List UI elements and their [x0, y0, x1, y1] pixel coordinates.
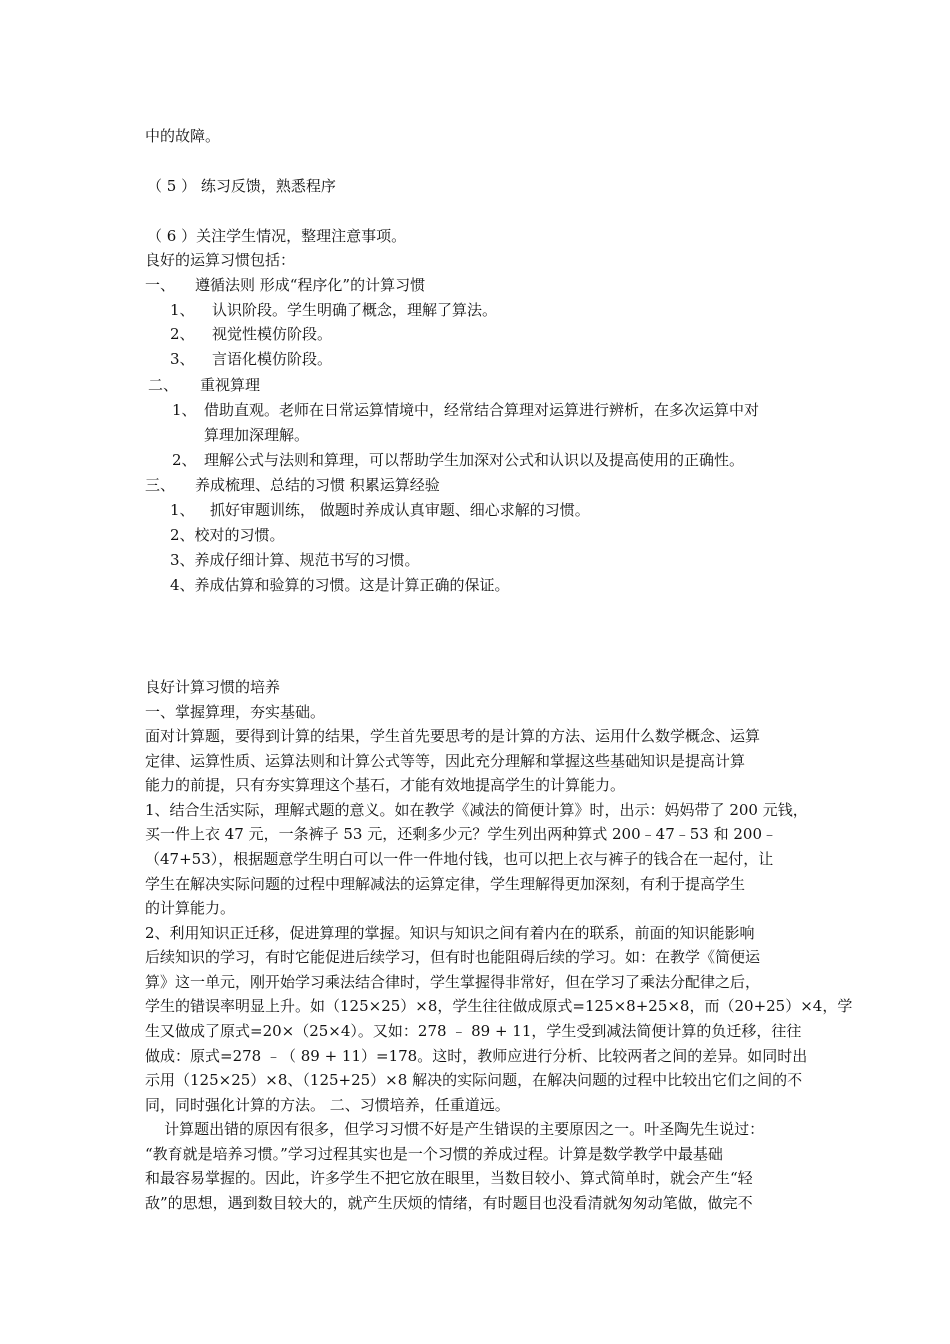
text-line: 面对计算题，要得到计算的结果，学生首先要思考的是计算的方法、运用什么数学概念、运算	[145, 727, 761, 745]
text-line: 敌”的思想，遇到数目较大的，就产生厌烦的情绪，有时题目也没看清就匆匆动笔做，做完不	[145, 1194, 753, 1212]
text-line: 能力的前提，只有夯实算理这个基石，才能有效地提高学生的计算能力。	[145, 776, 626, 794]
text-line: 良好的运算习惯包括：	[145, 251, 296, 269]
list-text: 视觉性模仿阶段。	[212, 325, 333, 343]
list-item	[170, 347, 332, 371]
list-item	[170, 498, 590, 522]
list-item	[172, 448, 744, 472]
text-line: “教育就是培养习惯。”学习过程其实也是一个习惯的养成过程。计算是数学教学中最基础	[145, 1145, 723, 1163]
text-line: 2、利用知识正迁移，促进算理的掌握。知识与知识之间有着内在的联系，前面的知识能影响	[145, 924, 755, 942]
section-number: 三、	[145, 476, 176, 494]
text-line: 买一件上衣 47 元，一条裤子 53 元，还剩多少元？学生列出两种算式 200﹣47﹣53 和 200﹣	[145, 825, 777, 843]
list-item	[172, 398, 759, 422]
list-continuation: 算理加深理解。	[204, 426, 310, 444]
text-line: 一、掌握算理，夯实基础。	[145, 703, 326, 721]
text-line: 学生的错误率明显上升。如（125×25）×8，学生往往做成原式=125×8+25×8，而（20+25）×4，学	[145, 997, 853, 1015]
section-heading	[148, 373, 260, 397]
text-line: （ 6 ）关注学生情况，整理注意事项。	[147, 227, 407, 245]
text-line: 后续知识的学习，有时它能促进后续学习，但有时也能阻碍后续的学习。如：在教学《简便运	[145, 948, 761, 966]
text-line: 算》这一单元，刚开始学习乘法结合律时，学生掌握得非常好，但在学习了乘法分配律之后，	[145, 973, 761, 991]
text-line: 示用（125×25）×8、（125+25）×8 解决的实际问题，在解决问题的过程中比较出它们之间的不	[145, 1071, 803, 1089]
text-line: 1、结合生活实际，理解式题的意义。如在教学《减法的简便计算》时，出示：妈妈带了 200 元钱，	[145, 801, 808, 819]
list-number: 1、	[172, 401, 197, 419]
section-title: 重视算理	[200, 376, 261, 394]
section-heading	[145, 273, 425, 297]
list-text: 理解公式与法则和算理，可以帮助学生加深对公式和认识以及提高使用的正确性。	[204, 451, 745, 469]
text-line: 的计算能力。	[145, 899, 236, 917]
text-line: 同，同时强化计算的方法。 二、习惯培养，任重道远。	[145, 1096, 510, 1114]
heading: 良好计算习惯的培养	[145, 678, 281, 696]
list-number: 1、	[170, 501, 195, 519]
list-item	[170, 322, 332, 346]
section-number: 二、	[148, 376, 179, 394]
list-text: 认识阶段。学生明确了概念，理解了算法。	[212, 301, 498, 319]
text-line: 计算题出错的原因有很多，但学习习惯不好是产生错误的主要原因之一。叶圣陶先生说过：	[145, 1120, 765, 1138]
text-line: 和最容易掌握的。因此，许多学生不把它放在眼里，当数目较小、算式简单时，就会产生“轻	[145, 1169, 753, 1187]
text-line: （ 5 ） 练习反馈，熟悉程序	[147, 177, 336, 195]
text-line: 做成：原式=278 ﹣（ 89 + 11）=178。这时，教师应进行分析、比较两者之间的差异。如同时出	[145, 1047, 808, 1065]
list-text: 言语化模仿阶段。	[212, 350, 333, 368]
section-number: 一、	[145, 276, 176, 294]
list-item: 3、养成仔细计算、规范书写的习惯。	[170, 551, 420, 569]
section-title: 养成梳理、总结的习惯 积累运算经验	[195, 476, 440, 494]
list-number: 2、	[172, 451, 197, 469]
list-item: 2、校对的习惯。	[170, 526, 285, 544]
section-title: 遵循法则 形成“程序化”的计算习惯	[195, 276, 426, 294]
list-item	[170, 298, 497, 322]
text-line: 学生在解决实际问题的过程中理解减法的运算定律，学生理解得更加深刻，有利于提高学生	[145, 875, 746, 893]
text-line: 定律、运算性质、运算法则和计算公式等等，因此充分理解和掌握这些基础知识是提高计算	[145, 752, 746, 770]
list-text: 抓好审题训练， 做题时养成认真审题、细心求解的习惯。	[210, 501, 590, 519]
list-item: 4、养成估算和验算的习惯。这是计算正确的保证。	[170, 576, 510, 594]
list-number: 1、	[170, 301, 195, 319]
text-line: 生又做成了原式=20×（25×4）。又如：278 ﹣ 89 + 11，学生受到减法简便计算的负迁移，往往	[145, 1022, 802, 1040]
text-line: （47+53），根据题意学生明白可以一件一件地付钱，也可以把上衣与裤子的钱合在一起付，让	[145, 850, 774, 868]
list-number: 3、	[170, 350, 195, 368]
list-number: 2、	[170, 325, 195, 343]
list-text: 借助直观。老师在日常运算情境中，经常结合算理对运算进行辨析，在多次运算中对	[204, 401, 760, 419]
section-heading	[145, 473, 440, 497]
text-line: 中的故障。	[145, 127, 221, 145]
